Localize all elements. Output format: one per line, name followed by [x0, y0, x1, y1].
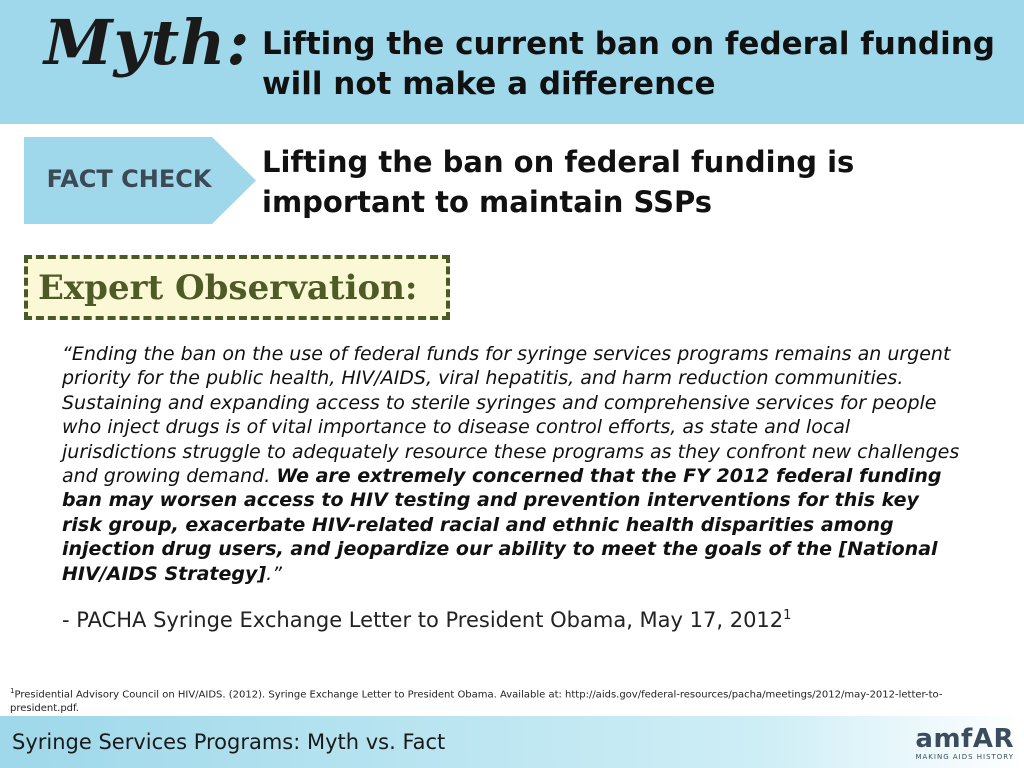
footer-title: Syringe Services Programs: Myth vs. Fact — [12, 730, 446, 754]
attribution-text: - PACHA Syringe Exchange Letter to President Obama, May 17, 2012 — [62, 608, 784, 632]
myth-header-band — [0, 0, 1024, 124]
quote-attribution — [62, 608, 962, 633]
quote-bold-text: We are extremely concerned that the FY 2012 federal funding ban may worsen access to HIV testing and prevention interventions for this key risk group, exacerbate HIV-related racial and ethnic health disparities among injection drug users, and jeopardize our ability to meet the goals of the [National HIV/AIDS Strategy] — [62, 465, 942, 585]
fact-statement: Lifting the ban on federal funding is important to maintain SSPs — [262, 145, 855, 220]
myth-heading: Myth: — [44, 6, 251, 79]
expert-quote — [62, 342, 962, 586]
footer-band — [0, 716, 1024, 768]
quote-open-mark: “ — [62, 343, 72, 365]
fact-check-arrow — [24, 137, 256, 224]
amfar-logo — [915, 726, 1014, 761]
footnote-ref: 1 — [10, 687, 15, 695]
fact-check-label: FACT CHECK — [46, 165, 212, 193]
expert-observation-box — [24, 255, 450, 320]
footnote-text: Presidential Advisory Council on HIV/AIDS. (2012). Syringe Exchange Letter to President Obama. Available at: http://aids.gov/federal-resources/pacha/meetings/2012/may-2012-letter-to-president.pdf. — [10, 689, 943, 715]
footnote — [10, 684, 1010, 716]
myth-statement: Lifting the current ban on federal funding will not make a difference — [262, 26, 995, 103]
logo-tagline: MAKING AIDS HISTORY — [915, 753, 1014, 761]
attribution-footnote-ref: 1 — [783, 608, 792, 623]
quote-regular-text: Ending the ban on the use of federal funds for syringe services programs remains an urgent priority for the public health, HIV/AIDS, viral hepatitis, and harm reduction communities. Sustaining and expanding access to sterile syringes and comprehensive services for people who inject drugs is of vital importance to disease control efforts, as state and local jurisdictions struggle to adequately resource these programs as they confront new challenges and growing demand. — [62, 343, 960, 488]
expert-observation-title: Expert Observation: — [38, 268, 418, 308]
quote-close-mark: .” — [266, 562, 282, 585]
logo-wordmark: amfAR — [915, 724, 1014, 754]
